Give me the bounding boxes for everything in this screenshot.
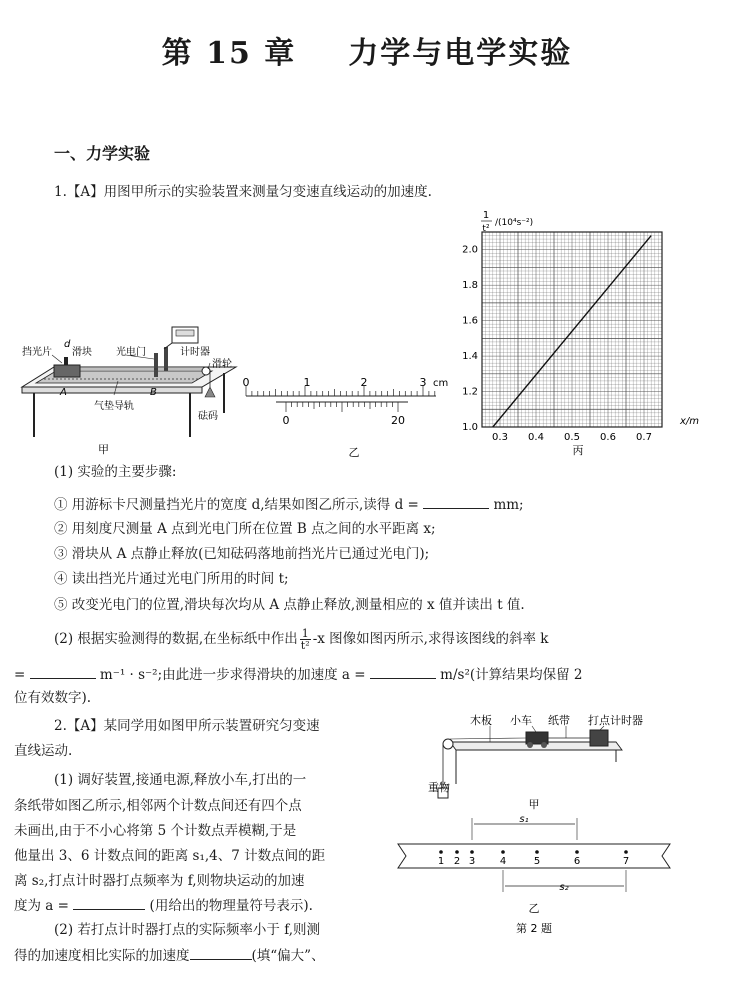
label-A: A bbox=[60, 387, 67, 398]
label-hualun: 滑轮 bbox=[212, 359, 232, 370]
q2-figure-yi bbox=[394, 814, 694, 940]
label-zhongwu: 重物 bbox=[428, 781, 450, 794]
tape-dot bbox=[470, 850, 474, 854]
y-label-num: 1 bbox=[482, 210, 490, 221]
q1-part2-c: = bbox=[14, 667, 26, 683]
q2-line10-a: 得的加速度相比实际的加速度 bbox=[14, 948, 190, 964]
tape-dot bbox=[575, 850, 579, 854]
q2-caption-yi: 乙 bbox=[528, 902, 540, 915]
chapter-label: 第 15 章 bbox=[161, 36, 297, 71]
q2-line2: 直线运动. bbox=[14, 743, 73, 759]
label-guangdianmen: 光电门 bbox=[116, 347, 146, 358]
label-s2: s₂ bbox=[559, 882, 569, 893]
q2-line5: 未画出,由于不小心将第 5 个计数点弄模糊,于是 bbox=[14, 823, 297, 839]
y-tick-label: 1.4 bbox=[462, 351, 478, 363]
answer-blank-a[interactable] bbox=[370, 664, 436, 679]
q1-figure-jia bbox=[14, 325, 254, 460]
q2-caption-jia: 甲 bbox=[528, 798, 540, 811]
caption-bing: 丙 bbox=[572, 444, 584, 457]
label-xiaoche: 小车 bbox=[510, 714, 532, 727]
label-dangguang: 挡光片 bbox=[22, 347, 52, 358]
y-ticks bbox=[462, 245, 478, 433]
q2-line8 bbox=[14, 895, 313, 916]
q2-line10-b: (填“偏大”、 bbox=[251, 948, 325, 964]
main-tick-1: 1 bbox=[303, 376, 311, 389]
q1-part2-e: m/s²(计算结果均保留 2 bbox=[440, 667, 583, 683]
label-jishiqi: 计时器 bbox=[180, 347, 210, 358]
section-heading: 一、力学实验 bbox=[54, 144, 151, 163]
tape-point-label: 2 bbox=[453, 856, 461, 867]
main-tick-2: 2 bbox=[360, 376, 368, 389]
q1-part2-line3: 位有效数字). bbox=[14, 690, 92, 706]
tape-dot bbox=[535, 850, 539, 854]
tape-dot bbox=[624, 850, 628, 854]
q2-line8-a: 度为 a = bbox=[14, 898, 69, 914]
tape-dot bbox=[501, 850, 505, 854]
vernier-tick-0: 0 bbox=[282, 414, 290, 427]
label-zhidai: 纸带 bbox=[548, 714, 570, 727]
chapter-title bbox=[0, 28, 734, 72]
q1-figure-bing bbox=[452, 208, 712, 458]
q1-steps-title: (1) 实验的主要步骤: bbox=[54, 464, 177, 480]
answer-blank-q2-bias[interactable] bbox=[190, 945, 252, 960]
vernier-tick-20: 20 bbox=[391, 414, 405, 427]
caption-jia: 甲 bbox=[98, 443, 109, 456]
y-label-den: t² bbox=[482, 224, 490, 234]
tape-point-label: 1 bbox=[437, 856, 445, 867]
y-tick-label: 2.0 bbox=[462, 244, 478, 256]
x-ticks bbox=[492, 432, 652, 443]
q1-step1 bbox=[54, 494, 524, 515]
main-unit: cm bbox=[433, 378, 449, 389]
q1-step4: ④ 读出挡光片通过光电门所用的时间 t; bbox=[54, 571, 289, 587]
q1-step2: ② 用刻度尺测量 A 点到光电门所在位置 B 点之间的水平距离 x; bbox=[54, 521, 436, 537]
x-tick-label: 0.6 bbox=[600, 432, 616, 443]
label-B: B bbox=[150, 387, 157, 398]
fraction-num: 1 bbox=[301, 627, 309, 640]
tape-point-label: 3 bbox=[468, 856, 476, 867]
q2-line9: (2) 若打点计时器打点的实际频率小于 f,则测 bbox=[54, 922, 321, 938]
q2-line8-b: (用给出的物理量符号表示). bbox=[149, 898, 313, 914]
y-tick-label: 1.2 bbox=[462, 386, 478, 398]
label-fama: 砝码 bbox=[198, 411, 218, 422]
q1-figure-yi bbox=[236, 372, 452, 462]
q1-part2-line2 bbox=[14, 664, 583, 685]
tape-dot bbox=[455, 850, 459, 854]
fraction-1-over-t2 bbox=[300, 628, 311, 651]
q2-line7: 离 s₂,打点计时器打点频率为 f,则物块运动的加速 bbox=[14, 873, 305, 889]
q1-part2-d: m⁻¹ · s⁻²;由此进一步求得滑块的加速度 a = bbox=[99, 667, 366, 683]
answer-blank-q2-a[interactable] bbox=[73, 895, 145, 910]
x-tick-label: 0.5 bbox=[564, 432, 580, 443]
label-muban: 木板 bbox=[470, 714, 492, 727]
x-tick-label: 0.3 bbox=[492, 432, 508, 443]
label-daogui: 气垫导轨 bbox=[94, 401, 134, 412]
q1-step1-unit: mm; bbox=[493, 497, 524, 513]
grid bbox=[482, 232, 662, 427]
answer-blank-d[interactable] bbox=[423, 494, 489, 509]
y-tick-label: 1.6 bbox=[462, 315, 478, 327]
q2-line10 bbox=[14, 945, 325, 966]
tape-point-label: 4 bbox=[499, 856, 507, 867]
tape-point-label: 6 bbox=[573, 856, 581, 867]
main-scale bbox=[246, 386, 435, 396]
q1-stem: 1.【A】用图甲所示的实验装置来测量匀变速直线运动的加速度. bbox=[54, 184, 432, 200]
q2-line1: 2.【A】某同学用如图甲所示装置研究匀变速 bbox=[54, 718, 320, 734]
q2-figure-jia bbox=[420, 712, 643, 812]
x-label: x/m bbox=[680, 416, 700, 427]
q1-step1-text: ① 用游标卡尺测量挡光片的宽度 d,结果如图乙所示,读得 d = bbox=[54, 497, 419, 513]
chapter-name: 力学与电学实验 bbox=[348, 36, 573, 71]
q2-line4: 条纸带如图乙所示,相邻两个计数点间还有四个点 bbox=[14, 798, 302, 814]
tape-point-label: 7 bbox=[622, 856, 630, 867]
q1-part2 bbox=[54, 628, 548, 651]
x-tick-label: 0.7 bbox=[636, 432, 652, 443]
answer-blank-k[interactable] bbox=[30, 664, 96, 679]
tape-dot bbox=[439, 850, 443, 854]
q2-line6: 他量出 3、6 计数点间的距离 s₁,4、7 计数点间的距 bbox=[14, 848, 326, 864]
label-d: d bbox=[64, 339, 71, 350]
y-tick-label: 1.8 bbox=[462, 280, 478, 292]
y-tick-label: 1.0 bbox=[462, 422, 478, 433]
main-tick-0: 0 bbox=[242, 376, 250, 389]
q2-figure-caption: 第 2 题 bbox=[516, 922, 552, 935]
label-jishiqi2: 打点计时器 bbox=[588, 714, 643, 727]
tape-point-label: 5 bbox=[533, 856, 541, 867]
label-huakuai: 滑块 bbox=[72, 347, 92, 358]
label-s1: s₁ bbox=[519, 814, 529, 825]
q1-step5: ⑤ 改变光电门的位置,滑块每次均从 A 点静止释放,测量相应的 x 值并读出 t 值. bbox=[54, 597, 525, 613]
q1-part2-a: (2) 根据实验测得的数据,在坐标纸中作出 bbox=[54, 631, 298, 647]
fraction-den: t² bbox=[300, 639, 310, 652]
q1-part2-b: -x 图像如图丙所示,求得该图线的斜率 k bbox=[312, 631, 549, 647]
y-label-unit: /(10⁴s⁻²) bbox=[495, 218, 534, 228]
main-tick-3: 3 bbox=[419, 376, 427, 389]
caption-yi: 乙 bbox=[348, 446, 360, 459]
x-tick-label: 0.4 bbox=[528, 432, 544, 443]
q2-line3: (1) 调好装置,接通电源,释放小车,打出的一 bbox=[54, 772, 307, 788]
vernier-scale bbox=[286, 402, 398, 412]
q1-step3: ③ 滑块从 A 点静止释放(已知砝码落地前挡光片已通过光电门); bbox=[54, 546, 430, 562]
